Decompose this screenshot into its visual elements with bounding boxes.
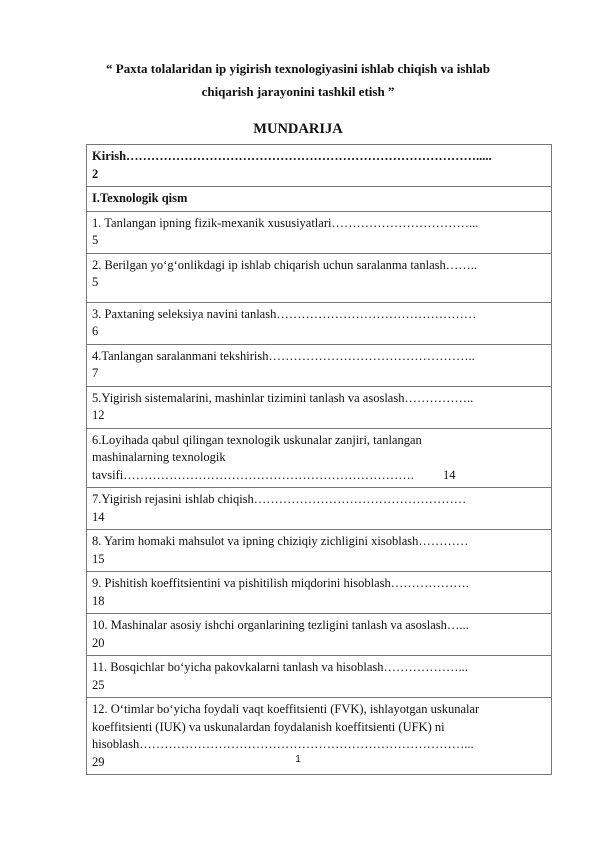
toc-entry-page: 25 — [92, 677, 105, 692]
toc-entry-page: 15 — [92, 551, 105, 566]
toc-entry-text: 9. Pishitish koeffitsientini va pishitilish miqdorini hisoblash………………. — [92, 576, 469, 590]
toc-entry-text: 5.Yigirish sistemalarini, mashinlar tizimini tanlash va asoslash…………….. — [92, 390, 474, 405]
toc-entry-text: 2. Berilgan yo‘g‘onlikdagi ip ishlab chiqarish uchun saralanma tanlash…….. — [92, 257, 477, 272]
toc-heading: MUNDARIJA — [253, 121, 343, 137]
toc-row — [87, 253, 552, 302]
toc-row — [87, 187, 552, 212]
title-line-2: chiqarish jarayonini tashkil etish ” — [201, 84, 395, 99]
toc-entry-page: 14 — [92, 509, 105, 524]
toc-entry-text: 8. Yarim homaki mahsulot va ipning chiziqiy zichligini xisoblash………… — [92, 534, 469, 548]
toc-entry-text-line: koeffitsienti (IUK) va uskunalardan foydalanish koeffitsienti (UFK) ni — [92, 719, 445, 734]
toc-row — [87, 656, 552, 698]
toc-entry-page: 12 — [92, 408, 105, 422]
toc-entry-text-line: 6.Loyihada qabul qilingan texnologik uskunalar zanjiri, tanlangan — [92, 432, 422, 447]
toc-row — [87, 302, 552, 344]
toc-entry-page: 7 — [92, 366, 99, 380]
toc-entry-text: 1. Tanlangan ipning fizik-mexanik xususiyatlari……………………………... — [92, 215, 479, 230]
toc-row — [87, 572, 552, 614]
toc-entry-page: 18 — [92, 593, 105, 608]
toc-entry-text: 4.Tanlangan saralanmani tekshirish………………………………………….. — [92, 348, 475, 363]
toc-entry-text-line: hisoblash……………………………………………………………………... — [92, 737, 474, 751]
toc-entry-text-line: mashinalarning texnologik — [92, 450, 226, 464]
toc-row — [87, 530, 552, 572]
toc-row — [87, 211, 552, 253]
toc-entry-text-line: tavsifi……………………………………………………………. — [92, 467, 414, 482]
toc-row — [87, 488, 552, 530]
toc-table — [86, 144, 552, 775]
toc-row — [87, 386, 552, 428]
toc-section-heading: I.Texnologik qism — [92, 191, 188, 205]
toc-entry-page: 14 — [443, 467, 456, 482]
page-number: 1 — [295, 754, 301, 765]
toc-entry-page: 5 — [92, 233, 99, 247]
toc-entry-page: 2 — [92, 166, 99, 181]
toc-entry-text: 11. Bosqichlar bo‘yicha pakovkalarni tanlash va hisoblash………………... — [92, 660, 468, 674]
toc-row — [87, 344, 552, 386]
toc-entry-page: 6 — [92, 324, 99, 338]
document-title — [70, 57, 526, 103]
toc-entry-page: 20 — [92, 635, 105, 650]
toc-row — [87, 428, 552, 488]
toc-entry-text: 7.Yigirish rejasini ishlab chiqish…………………………………………… — [92, 492, 467, 506]
toc-entry-text: 3. Paxtaning seleksiya navini tanlash………………………………………… — [92, 306, 477, 321]
toc-row — [87, 614, 552, 656]
toc-entry-page: 29 — [92, 754, 105, 769]
title-line-1: “ Paxta tolalaridan ip yigirish texnologiyasini ishlab chiqish va ishlab — [106, 61, 490, 76]
toc-entry-text: Kirish…………………………………………………………………………..... — [92, 149, 492, 163]
toc-entry-page: 5 — [92, 275, 99, 289]
toc-entry-text: 10. Mashinalar asosiy ishchi organlarining tezligini tanlash va asoslash…... — [92, 618, 469, 632]
toc-row — [87, 145, 552, 187]
toc-entry-text-line: 12. O‘timlar bo‘yicha foydali vaqt koeffitsienti (FVK), ishlayotgan uskunalar — [92, 702, 480, 716]
